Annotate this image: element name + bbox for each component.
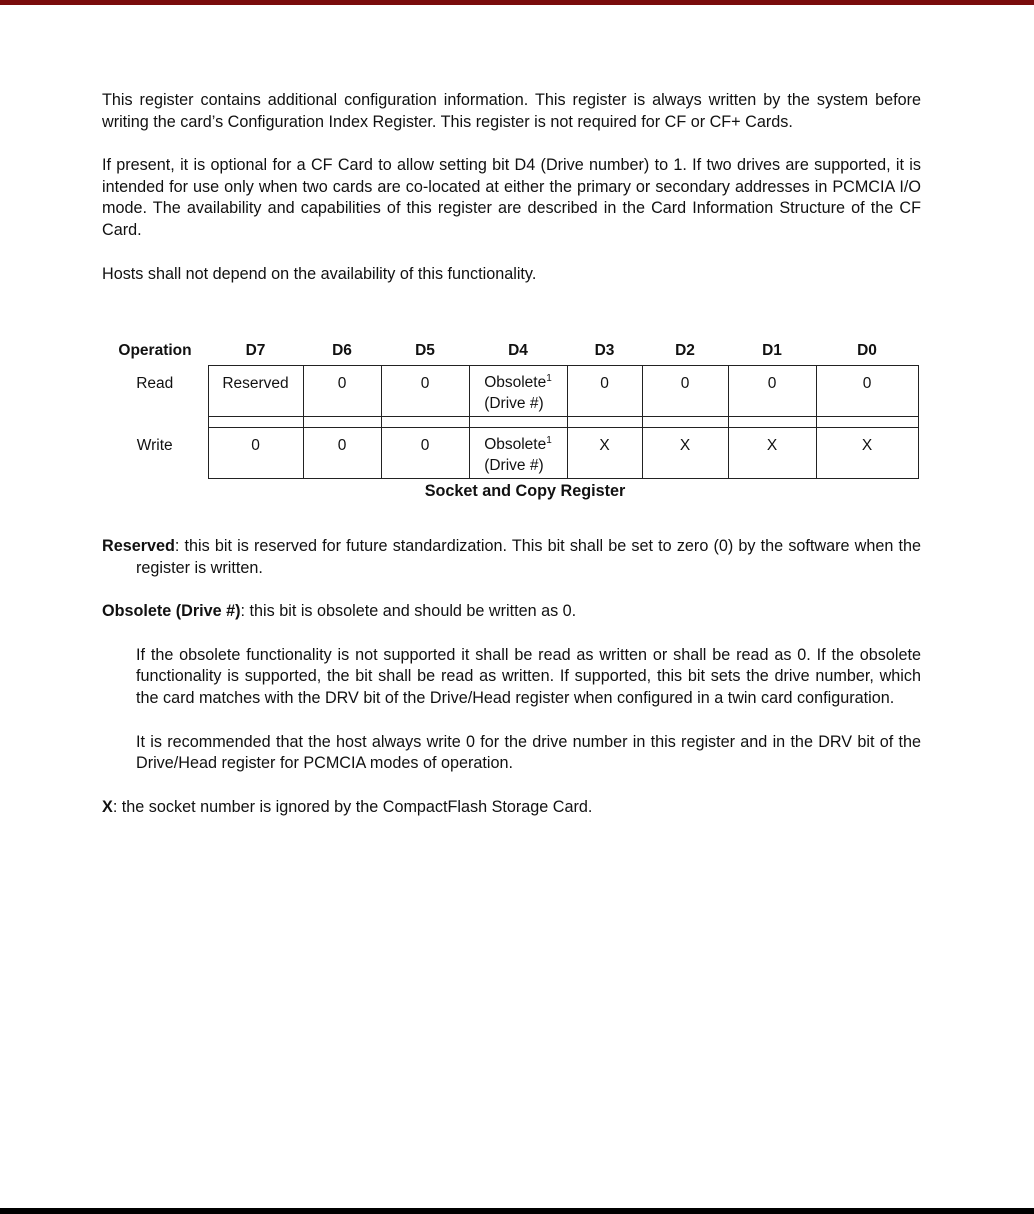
header-d3: D3 [594,342,615,359]
table-row-spacer [102,417,918,428]
intro-paragraph-1: This register contains additional configuration information. This register is always written by the system before writing the card’s Configuration Index Register. This register is not required for CF or CF+ Cards. [102,91,921,131]
cell-d1: 0 [728,366,816,417]
cell-d5: 0 [381,366,469,417]
intro-paragraph-2: If present, it is optional for a CF Card to allow setting bit D4 (Drive number) to 1. If two drives are supported, it is intended for use only when two cards are co-located at either the primary or secondary addresses in PCMCIA I/O mode. The availability and capabilities of this register are described in the Card Information Structure of the CF Card. [102,156,921,239]
cell-d7: 0 [208,428,303,479]
footnote-marker: 1 [546,372,552,384]
text-x: : the socket number is ignored by the CompactFlash Storage Card. [112,797,593,816]
cell-d3: X [567,428,642,479]
definition-reserved [102,536,921,579]
register-table [102,338,919,479]
table-caption: Socket and Copy Register [424,482,626,500]
footnote-marker: 1 [546,434,552,446]
definitions-section [102,536,921,840]
definition-x [102,797,921,819]
cell-d0: X [816,428,918,479]
intro-section [102,90,921,307]
d4-line1: Obsolete [484,374,547,391]
text-obsolete: : this bit is obsolete and should be written as 0. [240,602,577,621]
cell-d6: 0 [303,428,381,479]
cell-d3: 0 [567,366,642,417]
term-obsolete: Obsolete (Drive #) [102,602,241,621]
d4-line2: (Drive #) [484,395,544,412]
cell-d2: X [642,428,728,479]
top-rule [0,0,1034,5]
definition-obsolete [102,601,921,623]
header-operation: Operation [118,342,192,360]
table-header-row [102,338,918,366]
header-d4: D4 [508,342,528,359]
table-row-write [102,428,918,479]
cell-d0: 0 [816,366,918,417]
header-d0: D0 [857,342,877,359]
obsolete-detail-1: If the obsolete functionality is not supported it shall be read as written or shall be read as 0. If the obsolete functionality is supported, the bit shall be read as written. If supported, this bit sets the drive number, which the card matches with the DRV bit of the Drive/Head register when configured in a twin card configuration. [136,645,921,707]
d4-line1: Obsolete [484,436,547,453]
d4-text [484,434,552,476]
intro-paragraph-3: Hosts shall not depend on the availability of this functionality. [102,264,537,283]
header-d2: D2 [675,342,695,359]
cell-d4 [469,428,567,479]
term-reserved: Reserved [102,537,175,555]
cell-d6: 0 [303,366,381,417]
header-d5: D5 [415,342,435,359]
cell-d2: 0 [642,366,728,417]
term-x: X [102,797,113,816]
cell-d4 [469,366,567,417]
row-operation: Write [136,436,173,454]
bottom-rule [0,1208,1034,1214]
cell-d5: 0 [381,428,469,479]
row-operation: Read [136,374,174,392]
header-d6: D6 [332,342,352,359]
table-row-read [102,366,918,417]
cell-d7: Reserved [208,366,303,417]
obsolete-detail-2: It is recommended that the host always write 0 for the drive number in this register and in the DRV bit of the Drive/Head register for PCMCIA modes of operation. [136,732,921,773]
d4-line2: (Drive #) [484,457,544,474]
header-d7: D7 [245,342,266,359]
header-d1: D1 [762,342,782,359]
cell-d1: X [728,428,816,479]
d4-text [484,372,552,414]
text-reserved: : this bit is reserved for future standardization. This bit shall be set to zero (0) by the software when the register is written. [136,537,921,577]
